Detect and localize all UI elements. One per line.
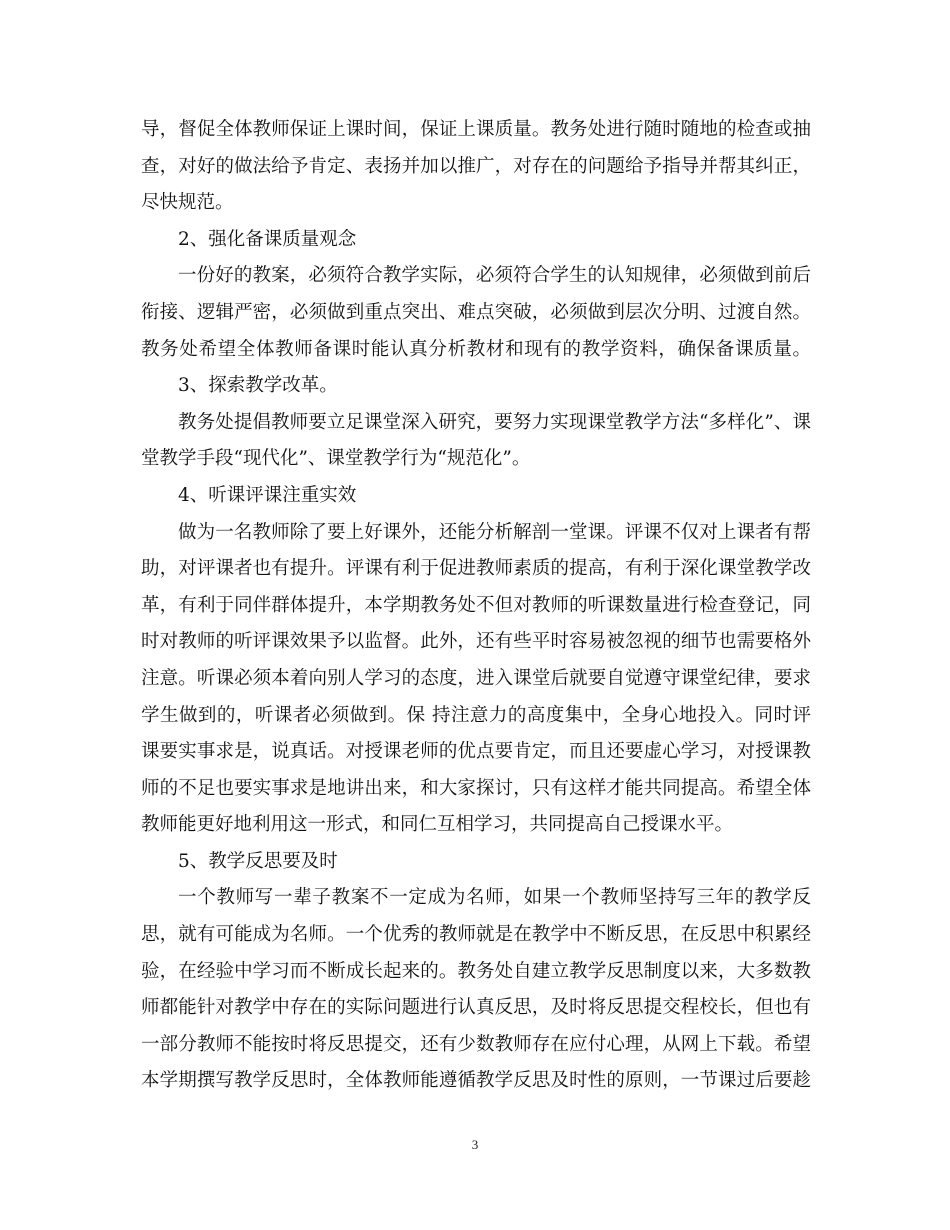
text-line: 师的不足也要实事求是地讲出来，和大家探讨，只有这样才能共同提高。希望全体 (141, 777, 811, 799)
text-line: 一部分教师不能按时将反思提交，还有少数教师存在应付心理，从网上下载。希望 (141, 1033, 811, 1055)
text-line: 革，有利于同伴群体提升，本学期教务处不但对教师的听课数量进行检查登记，同 (141, 594, 811, 616)
text-line: 3、探索教学改革。 (178, 375, 338, 397)
text-line: 2、强化备课质量观念 (178, 228, 357, 250)
text-line: 一份好的教案，必须符合教学实际，必须符合学生的认知规律，必须做到前后 (178, 265, 811, 287)
text-line: 堂教学手段“现代化”、课堂教学行为“规范化”。 (141, 448, 531, 470)
text-line: 衔接、逻辑严密，必须做到重点突出、难点突破，必须做到层次分明、过渡自然。 (141, 301, 811, 323)
body-text (141, 112, 811, 1100)
text-line: 思，就有可能成为名师。一个优秀的教师就是在教学中不断反思，在反思中积累经 (141, 924, 811, 946)
text-line: 教务处希望全体教师备课时能认真分析教材和现有的教学资料，确保备课质量。 (141, 338, 811, 360)
text-line: 导，督促全体教师保证上课时间，保证上课质量。教务处进行随时随地的检查或抽 (141, 119, 811, 140)
text-line: 4、听课评课注重实效 (178, 484, 357, 506)
text-line: 助，对评课者也有提升。评课有利于促进教师素质的提高，有利于深化课堂教学改 (141, 558, 811, 580)
text-line: 验，在经验中学习而不断成长起来的。教务处自建立教学反思制度以来，大多数教 (141, 960, 811, 982)
text-line: 做为一名教师除了要上好课外，还能分析解剖一堂课。评课不仅对上课者有帮 (178, 521, 811, 543)
text-line: 一个教师写一辈子教案不一定成为名师，如果一个教师坚持写三年的教学反 (178, 887, 811, 909)
text-line: 教师能更好地利用这一形式，和同仁互相学习，共同提高自己授课水平。 (141, 814, 734, 836)
text-line: 教务处提倡教师要立足课堂深入研究，要努力实现课堂教学方法“多样化”、课 (178, 411, 811, 433)
text-line: 查，对好的做法给予肯定、表扬并加以推广，对存在的问题给予指导并帮其纠正， (141, 155, 811, 177)
text-line: 本学期撰写教学反思时，全体教师能遵循教学反思及时性的原则，一节课过后要趁 (141, 1070, 811, 1092)
text-line: 学生做到的，听课者必须做到。保 持注意力的高度集中，全身心地投入。同时评 (141, 704, 811, 726)
page-number: 3 (471, 1137, 479, 1152)
text-line: 5、教学反思要及时 (178, 850, 338, 872)
text-line: 时对教师的听评课效果予以监督。此外，还有些平时容易被忽视的细节也需要格外 (141, 631, 811, 653)
text-line: 注意。听课必须本着向别人学习的态度，进入课堂后就要自觉遵守课堂纪律，要求 (141, 667, 811, 689)
text-line: 师都能针对教学中存在的实际问题进行认真反思，及时将反思提交程校长，但也有 (141, 997, 811, 1019)
text-line: 尽快规范。 (141, 192, 234, 214)
text-line: 课要实事求是，说真话。对授课老师的优点要肯定，而且还要虚心学习，对授课教 (141, 741, 811, 763)
